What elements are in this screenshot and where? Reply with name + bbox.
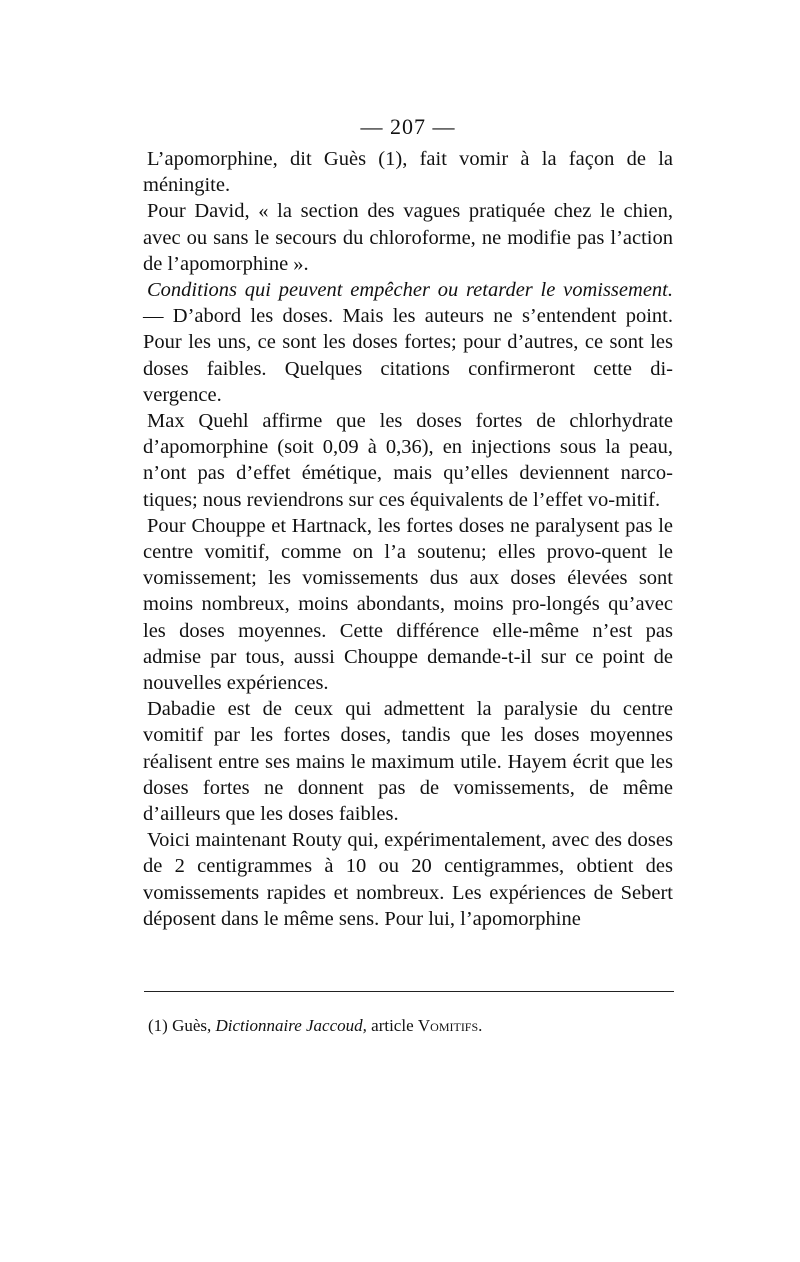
paragraph-text: Pour Chouppe et Hartnack, les fortes doses ne paralysent pas le centre vomitif, comme on l’a soutenu; elles provo-quent le vomissement; les vomissements dus aux doses élevées sont moins nombreux, moins abondants, moins pro-longés qu’avec les doses moyennes. Cette différence elle-même n’est pas admise par tous, aussi Chouppe demande-t-il sur ce point de nouvelles expériences. bbox=[143, 514, 673, 695]
paragraph-text: L’apomorphine, dit Guès (1), fait vomir à la façon de la méningite. bbox=[143, 148, 673, 197]
footnote-title: Dictionnaire Jaccoud, bbox=[215, 1016, 367, 1035]
paragraph-6 bbox=[143, 696, 673, 827]
footnote-marker: (1) Guès, bbox=[148, 1016, 216, 1035]
footnote-divider bbox=[144, 991, 674, 992]
paragraph-1 bbox=[143, 146, 673, 198]
paragraph-text: Voici maintenant Routy qui, expérimentalement, avec des doses de 2 centigrammes à 10 ou 20 centigrammes, obtient des vomissements rapides et nombreux. Les expériences de Sebert déposent dans le même sens. Pour lui, l’apomorphine bbox=[143, 829, 673, 930]
page-body bbox=[143, 112, 673, 932]
page-number: — 207 — bbox=[360, 114, 456, 139]
paragraph-text: — D’abord les doses. Mais les auteurs ne s’entendent point. Pour les uns, ce sont les doses fortes; pour d’autres, ce sont les doses faibles. Quelques citations confirmeront cette di-vergence. bbox=[143, 305, 673, 406]
paragraph-3 bbox=[143, 277, 673, 408]
footnote bbox=[148, 1014, 668, 1038]
paragraph-5 bbox=[143, 513, 673, 696]
section-heading-italic: Conditions qui peuvent empêcher ou retarder le vomissement. bbox=[147, 279, 673, 302]
paragraph-text: Dabadie est de ceux qui admettent la paralysie du centre vomitif par les fortes doses, tandis que les doses moyennes réalisent entre ses mains le maximum utile. Hayem écrit que les doses fortes ne donnent pas de vomissements, de même d’ailleurs que les doses faibles. bbox=[143, 698, 673, 826]
paragraph-text: Max Quehl affirme que les doses fortes de chlorhydrate d’apomorphine (soit 0,09 à 0,36), en injections sous la peau, n’ont pas d’effet émétique, mais qu’elles deviennent narco-tiques; nous reviendrons sur ces équivalents de l’effet vo-mitif. bbox=[143, 410, 673, 511]
footnote-rest: article bbox=[366, 1016, 418, 1035]
paragraph-text: Pour David, « la section des vagues pratiquée chez le chien, avec ou sans le secours du chloroforme, ne modifie pas l’action de l’apomorphine ». bbox=[143, 200, 673, 275]
paragraph-4 bbox=[143, 408, 673, 513]
paragraph-7 bbox=[143, 827, 673, 932]
paragraph-2 bbox=[143, 198, 673, 277]
footnote-smallcaps: Vomitifs. bbox=[417, 1016, 483, 1035]
